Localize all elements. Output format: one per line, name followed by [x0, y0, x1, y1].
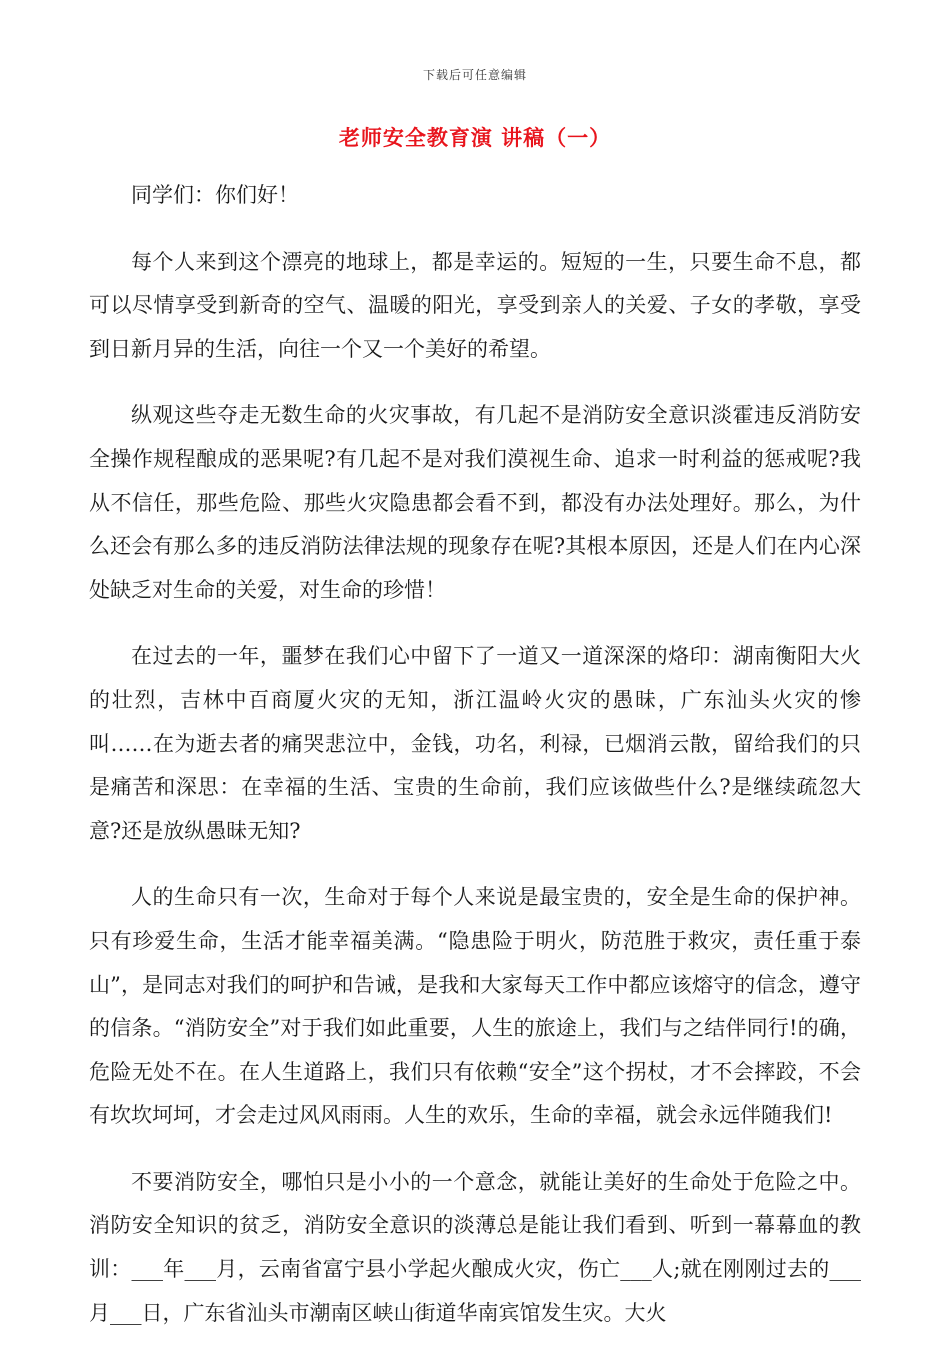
document-title: 老师安全教育演 讲稿（一） — [338, 125, 612, 150]
body-paragraph: 每个人来到这个漂亮的地球上，都是幸运的。短短的一生，只要生命不息，都可以尽情享受到新奇的空气、温暖的阳光，享受到亲人的关爱、子女的孝敬，享受到日新月异的生活，向往一个又一个美好的希望。 — [89, 249, 861, 361]
body-paragraph: 在过去的一年，噩梦在我们心中留下了一道又一道深深的烙印：湖南衡阳大火的壮烈，吉林中百商厦火灾的无知，浙江温岭火灾的愚昧，广东汕头火灾的惨叫……在为逝去者的痛哭悲泣中，金钱，功名，利禄，已烟消云散，留给我们的只是痛苦和深思：在幸福的生活、宝贵的生命前，我们应该做些什么?是继续疏忽大意?还是放纵愚昧无知? — [89, 644, 861, 843]
body-paragraph: 人的生命只有一次，生命对于每个人来说是最宝贵的，安全是生命的保护神。只有珍爱生命，生活才能幸福美满。“隐患险于明火，防范胜于救灾，责任重于泰山”，是同志对我们的呵护和告诫，是我和大家每天工作中都应该熔守的信念，遵守的信条。“消防安全”对于我们如此重要，人生的旅途上，我们与之结伴同行!的确，危险无处不在。在人生道路上，我们只有依赖“安全”这个拐杖，才不会摔跤，不会有坎坎坷坷，才会走过风风雨雨。人生的欢乐，生命的幸福，就会永远伴随我们! — [89, 885, 861, 1128]
header-note: 下载后可任意编辑 — [422, 68, 527, 82]
body-paragraph: 不要消防安全，哪怕只是小小的一个意念，就能让美好的生命处于危险之中。消防安全知识的贫乏，消防安全意识的淡薄总是能让我们看到、听到一幕幕血的教训：___年___月，云南省富宁县小学起火酿成火灾，伤亡___人;就在刚刚过去的___月___日，广东省汕头市潮南区峡山街道华南宾馆发生灾。大火 — [89, 1169, 861, 1325]
greeting-paragraph: 同学们：你们好！ — [131, 183, 299, 207]
body-paragraph: 纵观这些夺走无数生命的火灾事故，有几起不是消防安全意识淡霍违反消防安全操作规程酿成的恶果呢?有几起不是对我们漠视生命、追求一时利益的惩戒呢?我从不信任，那些危险、那些火灾隐患都会看不到，都没有办法处理好。那么，为什么还会有那么多的违反消防法律法规的现象存在呢?其根本原因，还是人们在内心深处缺乏对生命的关爱，对生命的珍惜！ — [89, 403, 861, 602]
document-body — [89, 174, 861, 1358]
